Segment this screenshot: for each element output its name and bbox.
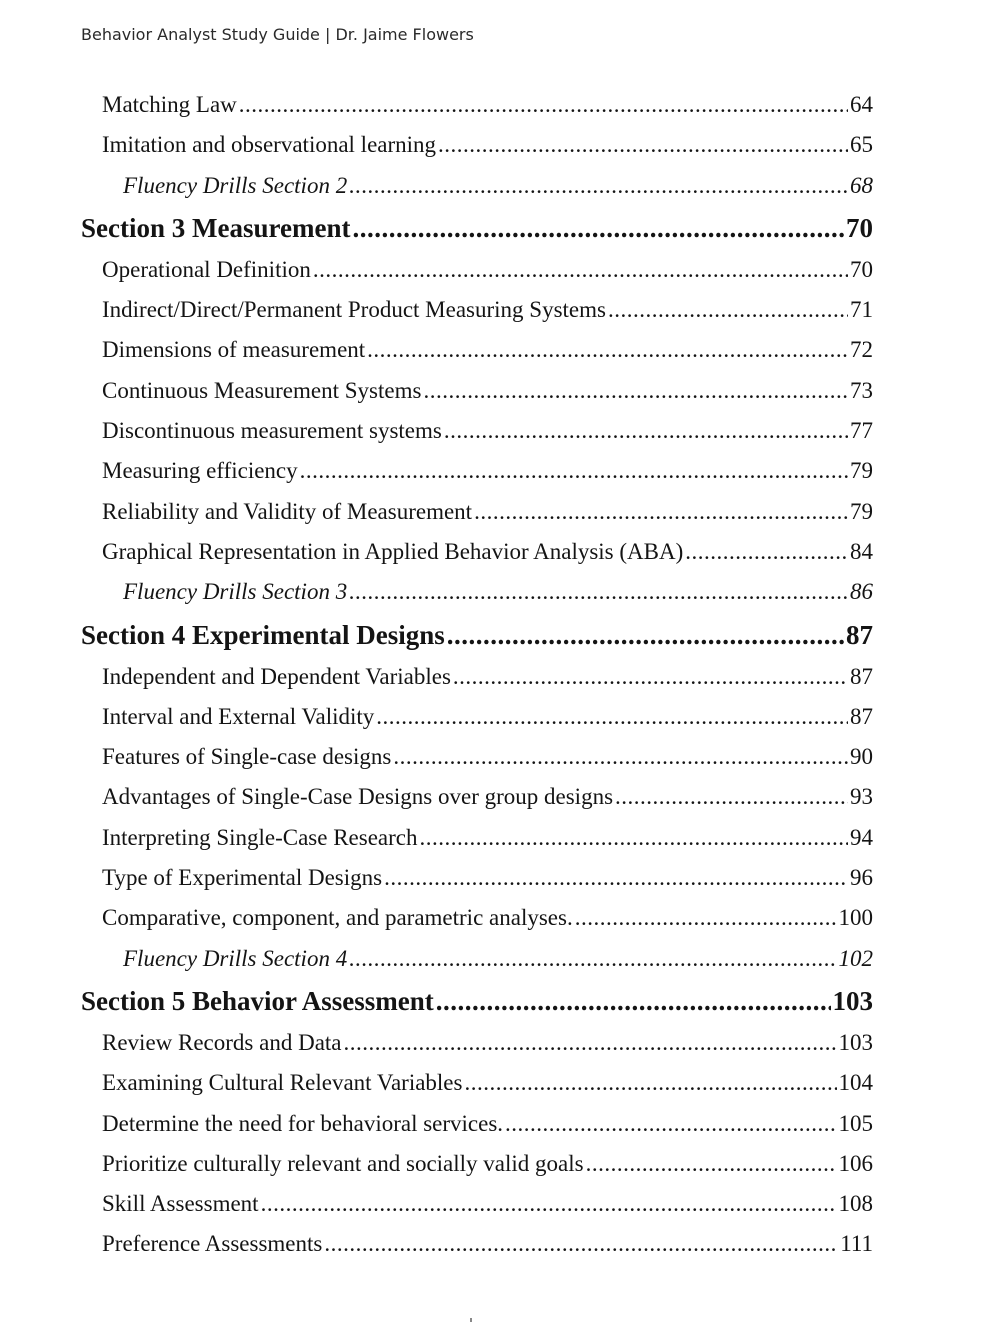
toc-entry-sub[interactable]	[81, 290, 873, 330]
toc-entry-sub[interactable]	[81, 330, 873, 370]
toc-entry-title: Review Records and Data	[102, 1029, 342, 1055]
toc-entry-page-number: 96	[850, 865, 873, 891]
dot-leader	[349, 572, 848, 612]
toc-entry-title: Prioritize culturally relevant and socially valid goals	[102, 1150, 584, 1176]
toc-entry-title: Section 4 Experimental Designs	[81, 619, 445, 650]
toc-entry-sub[interactable]	[81, 737, 873, 777]
toc-entry-title: Graphical Representation in Applied Behavior Analysis (ABA)	[102, 538, 684, 564]
toc-entry-sub[interactable]	[81, 1224, 873, 1264]
toc-entry-page-number: 103	[838, 1029, 873, 1055]
toc-entry-page-number: 65	[850, 132, 873, 158]
dot-leader	[464, 1063, 836, 1103]
toc-entry-sub[interactable]	[81, 1104, 873, 1144]
dot-leader	[344, 1023, 837, 1063]
toc-entry-title: Section 5 Behavior Assessment	[81, 985, 434, 1016]
dot-leader	[349, 166, 848, 206]
dot-leader	[474, 492, 848, 532]
toc-entry-title: Matching Law	[102, 92, 237, 117]
toc-entry-sub[interactable]	[81, 777, 873, 817]
toc-entry-sub[interactable]	[81, 858, 873, 898]
dot-leader	[436, 979, 831, 1023]
dot-leader	[423, 371, 848, 411]
toc-entry-sub[interactable]	[81, 1184, 873, 1224]
toc-entry-page-number: 70	[850, 256, 873, 282]
toc-entry-title: Dimensions of measurement	[102, 337, 366, 363]
toc-entry-page-number: 94	[850, 824, 873, 850]
dot-leader	[575, 898, 837, 938]
toc-entry-page-number: 104	[838, 1070, 873, 1096]
dot-leader	[586, 1144, 837, 1184]
toc-entry-sub[interactable]	[81, 1144, 873, 1184]
dot-leader	[352, 206, 844, 250]
toc-entry-section[interactable]	[81, 206, 873, 250]
toc-entry-page-number: 68	[850, 172, 873, 198]
dot-leader	[444, 411, 848, 451]
toc-entry-sub[interactable]	[81, 818, 873, 858]
toc-entry-sub[interactable]	[81, 1063, 873, 1103]
toc-entry-page-number: 73	[850, 377, 873, 403]
toc-entry-title: Skill Assessment	[102, 1191, 259, 1217]
toc-entry-page-number: 105	[838, 1110, 873, 1136]
dot-leader	[505, 1104, 836, 1144]
toc-entry-sub[interactable]	[81, 125, 873, 165]
toc-entry-title: Imitation and observational learning	[102, 132, 437, 158]
toc-entry-page-number: 64	[850, 92, 873, 117]
toc-entry-page-number: 87	[850, 663, 873, 689]
dot-leader	[615, 777, 848, 817]
dot-leader	[608, 290, 848, 330]
toc-entry-title: Independent and Dependent Variables	[102, 663, 451, 689]
dot-leader	[685, 532, 848, 572]
toc-entry-sub[interactable]	[81, 451, 873, 491]
toc-entry-title: Interpreting Single-Case Research	[102, 824, 418, 850]
toc-entry-section[interactable]	[81, 613, 873, 657]
toc-entry-page-number: 79	[850, 498, 873, 524]
toc-entry-page-number: 93	[850, 784, 873, 810]
toc-entry-drill[interactable]	[81, 572, 873, 612]
toc-entry-page-number: 111	[840, 1231, 873, 1257]
dot-leader	[324, 1224, 838, 1264]
toc-entry-title: Discontinuous measurement systems	[102, 418, 442, 444]
toc-entry-sub[interactable]	[81, 85, 873, 125]
toc-entry-page-number: 72	[850, 337, 873, 363]
toc-entry-page-number: 87	[846, 619, 873, 650]
toc-entry-sub[interactable]	[81, 1023, 873, 1063]
dot-leader	[447, 613, 844, 657]
toc-entry-page-number: 79	[850, 458, 873, 484]
toc-entry-title: Reliability and Validity of Measurement	[102, 498, 473, 524]
toc-entry-sub[interactable]	[81, 697, 873, 737]
toc-entry-page-number: 100	[838, 905, 873, 931]
dot-leader	[261, 1184, 837, 1224]
toc-entry-page-number: 90	[850, 744, 873, 770]
toc-entry-title: Fluency Drills Section 2	[123, 172, 348, 198]
toc-entry-page-number: 102	[838, 945, 873, 971]
toc-entry-title: Fluency Drills Section 3	[123, 579, 348, 605]
toc-entry-page-number: 71	[850, 297, 873, 323]
dot-leader	[453, 657, 848, 697]
toc-entry-title: Section 3 Measurement	[81, 212, 351, 243]
dot-leader	[376, 697, 848, 737]
toc-entry-page-number: 70	[846, 212, 873, 243]
toc-entry-title: Type of Experimental Designs	[102, 865, 383, 891]
toc-entry-sub[interactable]	[81, 492, 873, 532]
toc-entry-section[interactable]	[81, 979, 873, 1023]
dot-leader	[367, 330, 848, 370]
toc-entry-title: Advantages of Single-Case Designs over group designs	[102, 784, 614, 810]
dot-leader	[420, 818, 849, 858]
toc-entry-sub[interactable]	[81, 532, 873, 572]
toc-entry-title: Examining Cultural Relevant Variables	[102, 1070, 463, 1096]
dot-leader	[313, 250, 848, 290]
toc-entry-drill[interactable]	[81, 166, 873, 206]
running-header: Behavior Analyst Study Guide | Dr. Jaime Flowers	[81, 25, 474, 44]
toc-entry-page-number: 84	[850, 538, 873, 564]
page-footer-mark	[470, 1318, 472, 1322]
toc-entry-title: Interval and External Validity	[102, 703, 375, 729]
toc-entry-title: Preference Assessments	[102, 1231, 323, 1257]
toc-entry-title: Comparative, component, and parametric analyses.	[102, 905, 573, 931]
toc-entry-page-number: 77	[850, 418, 873, 444]
dot-leader	[384, 858, 848, 898]
toc-entry-page-number: 103	[832, 985, 873, 1016]
toc-entry-sub[interactable]	[81, 657, 873, 697]
table-of-contents	[81, 85, 873, 1265]
toc-entry-sub[interactable]	[81, 250, 873, 290]
dot-leader	[239, 85, 848, 125]
toc-entry-title: Determine the need for behavioral services.	[102, 1110, 504, 1136]
toc-entry-sub[interactable]	[81, 371, 873, 411]
toc-entry-sub[interactable]	[81, 898, 873, 938]
toc-entry-title: Indirect/Direct/Permanent Product Measuring Systems	[102, 297, 606, 323]
toc-entry-drill[interactable]	[81, 939, 873, 979]
toc-entry-page-number: 108	[838, 1191, 873, 1217]
toc-entry-page-number: 86	[850, 579, 873, 605]
toc-entry-title: Operational Definition	[102, 256, 311, 282]
toc-entry-sub[interactable]	[81, 411, 873, 451]
dot-leader	[300, 451, 848, 491]
toc-entry-title: Measuring efficiency	[102, 458, 298, 484]
toc-entry-title: Features of Single-case designs	[102, 744, 392, 770]
toc-entry-title: Fluency Drills Section 4	[123, 945, 348, 971]
toc-entry-title: Continuous Measurement Systems	[102, 377, 422, 403]
dot-leader	[438, 125, 848, 165]
dot-leader	[349, 939, 836, 979]
dot-leader	[393, 737, 848, 777]
toc-entry-page-number: 106	[838, 1150, 873, 1176]
toc-entry-page-number: 87	[850, 703, 873, 729]
